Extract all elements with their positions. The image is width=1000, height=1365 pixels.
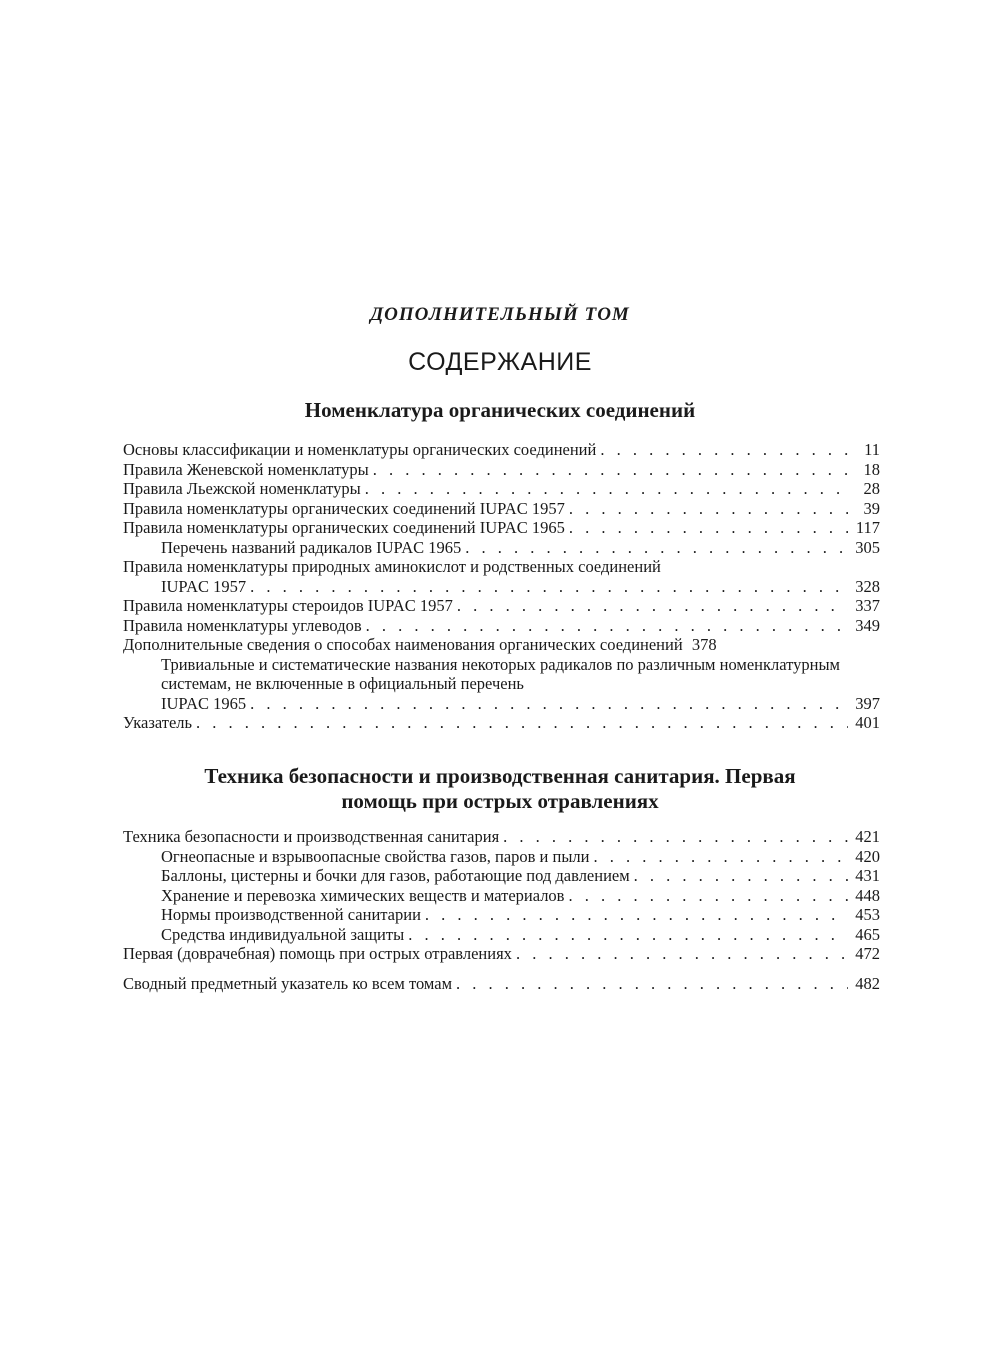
section2-title bbox=[0, 764, 1000, 814]
toc-entry bbox=[123, 886, 880, 906]
toc-entry-text: Баллоны, цистерны и бочки для газов, работающие под давлением bbox=[161, 866, 630, 885]
toc-entry-text: Правила номенклатуры органических соединений IUPAC 1957 bbox=[123, 498, 565, 518]
toc-entry-text: Техника безопасности и производственная санитария bbox=[123, 827, 500, 846]
toc-entry bbox=[123, 905, 880, 925]
toc-entry-text-line1: Правила номенклатуры природных аминокислот и родственных соединений bbox=[123, 557, 661, 576]
toc-entry-page: 18 bbox=[863, 459, 880, 479]
section1-title: Номенклатура органических соединений bbox=[304, 398, 696, 422]
toc-entry bbox=[123, 944, 880, 964]
toc-entry-final bbox=[123, 974, 880, 994]
section2-title-line1: Техника безопасности и производственная санитария. Первая bbox=[204, 764, 796, 788]
toc-entry bbox=[123, 460, 880, 480]
toc-entry bbox=[123, 635, 880, 655]
toc-entry-text: Сводный предметный указатель ко всем томам bbox=[123, 973, 453, 993]
toc-entry-page: 28 bbox=[863, 479, 880, 498]
toc-entry-text-line2: IUPAC 1965 bbox=[161, 693, 247, 713]
toc-entry bbox=[123, 713, 880, 733]
toc-entry bbox=[123, 479, 880, 499]
toc-entry bbox=[123, 694, 880, 714]
toc-entry-page: 397 bbox=[855, 693, 880, 713]
toc-entry-text: Перечень названий радикалов IUPAC 1965 bbox=[161, 537, 462, 557]
toc-entry bbox=[123, 866, 880, 886]
toc-entry-page: 431 bbox=[855, 866, 880, 885]
toc-entry-text: Правила номенклатуры органических соединений IUPAC 1965 bbox=[123, 518, 565, 537]
toc-entry-page: 378 bbox=[691, 635, 717, 654]
toc-entry bbox=[123, 440, 880, 460]
toc-entry-page: 305 bbox=[855, 537, 880, 557]
toc-entry-text: Правила Женевской номенклатуры bbox=[123, 459, 369, 479]
toc-entry-page: 337 bbox=[855, 596, 880, 615]
toc-entry-page: 472 bbox=[855, 944, 880, 963]
toc-entry-text-line2: IUPAC 1957 bbox=[161, 576, 247, 596]
toc-section1 bbox=[123, 440, 880, 733]
toc-entry-text: Правила номенклатуры стероидов IUPAC 1957 bbox=[123, 596, 453, 615]
toc-entry-text: Правила номенклатуры углеводов bbox=[123, 615, 362, 635]
toc-entry-text: Хранение и перевозка химических веществ и материалов bbox=[161, 885, 565, 905]
toc-entry bbox=[123, 847, 880, 867]
toc-entry-text: Огнеопасные и взрывоопасные свойства газов, паров и пыли bbox=[161, 846, 590, 866]
toc-entry-page: 420 bbox=[855, 846, 880, 866]
toc-entry-page: 421 bbox=[855, 827, 880, 846]
toc-entry-page: 401 bbox=[855, 713, 880, 732]
toc-entry-page: 482 bbox=[855, 973, 880, 993]
toc-entry bbox=[123, 577, 880, 597]
section2-title-line2: помощь при острых отравлениях bbox=[341, 789, 659, 813]
toc-section2 bbox=[123, 827, 880, 993]
toc-entry bbox=[123, 538, 880, 558]
toc-entry-text: Основы классификации и номенклатуры органических соединений bbox=[123, 440, 597, 459]
toc-entry-text: Дополнительные сведения о способах наименования органических соединений bbox=[123, 635, 683, 654]
toc-entry bbox=[123, 596, 880, 616]
toc-entry-text: Указатель bbox=[123, 713, 193, 732]
contents-title: СОДЕРЖАНИЕ bbox=[408, 348, 592, 376]
toc-entry-page: 11 bbox=[864, 440, 880, 459]
toc-entry bbox=[123, 925, 880, 945]
toc-entry-page: 349 bbox=[855, 615, 880, 635]
toc-entry bbox=[123, 518, 880, 538]
toc-entry-text: Правила Льежской номенклатуры bbox=[123, 479, 361, 498]
toc-entry bbox=[123, 499, 880, 519]
toc-entry-text: Нормы производственной санитарии bbox=[161, 905, 421, 924]
toc-entry-page: 117 bbox=[855, 518, 880, 537]
toc-entry bbox=[123, 827, 880, 847]
volume-title: ДОПОЛНИТЕЛЬНЫЙ ТОМ bbox=[370, 304, 630, 325]
toc-entry-page: 465 bbox=[855, 924, 880, 944]
toc-entry bbox=[123, 616, 880, 636]
toc-entry-text: Первая (доврачебная) помощь при острых отравлениях bbox=[123, 944, 512, 963]
toc-entry-text-line1: Тривиальные и систематические названия некоторых радикалов по различным номенклатурным системам, не включенные в официальный перечень bbox=[161, 654, 840, 693]
toc-entry-page: 448 bbox=[855, 885, 880, 905]
toc-entry-page: 453 bbox=[855, 905, 880, 924]
toc-entry-text: Средства индивидуальной защиты bbox=[161, 924, 405, 944]
toc-entry-page: 39 bbox=[863, 498, 880, 518]
toc-entry-page: 328 bbox=[855, 576, 880, 596]
